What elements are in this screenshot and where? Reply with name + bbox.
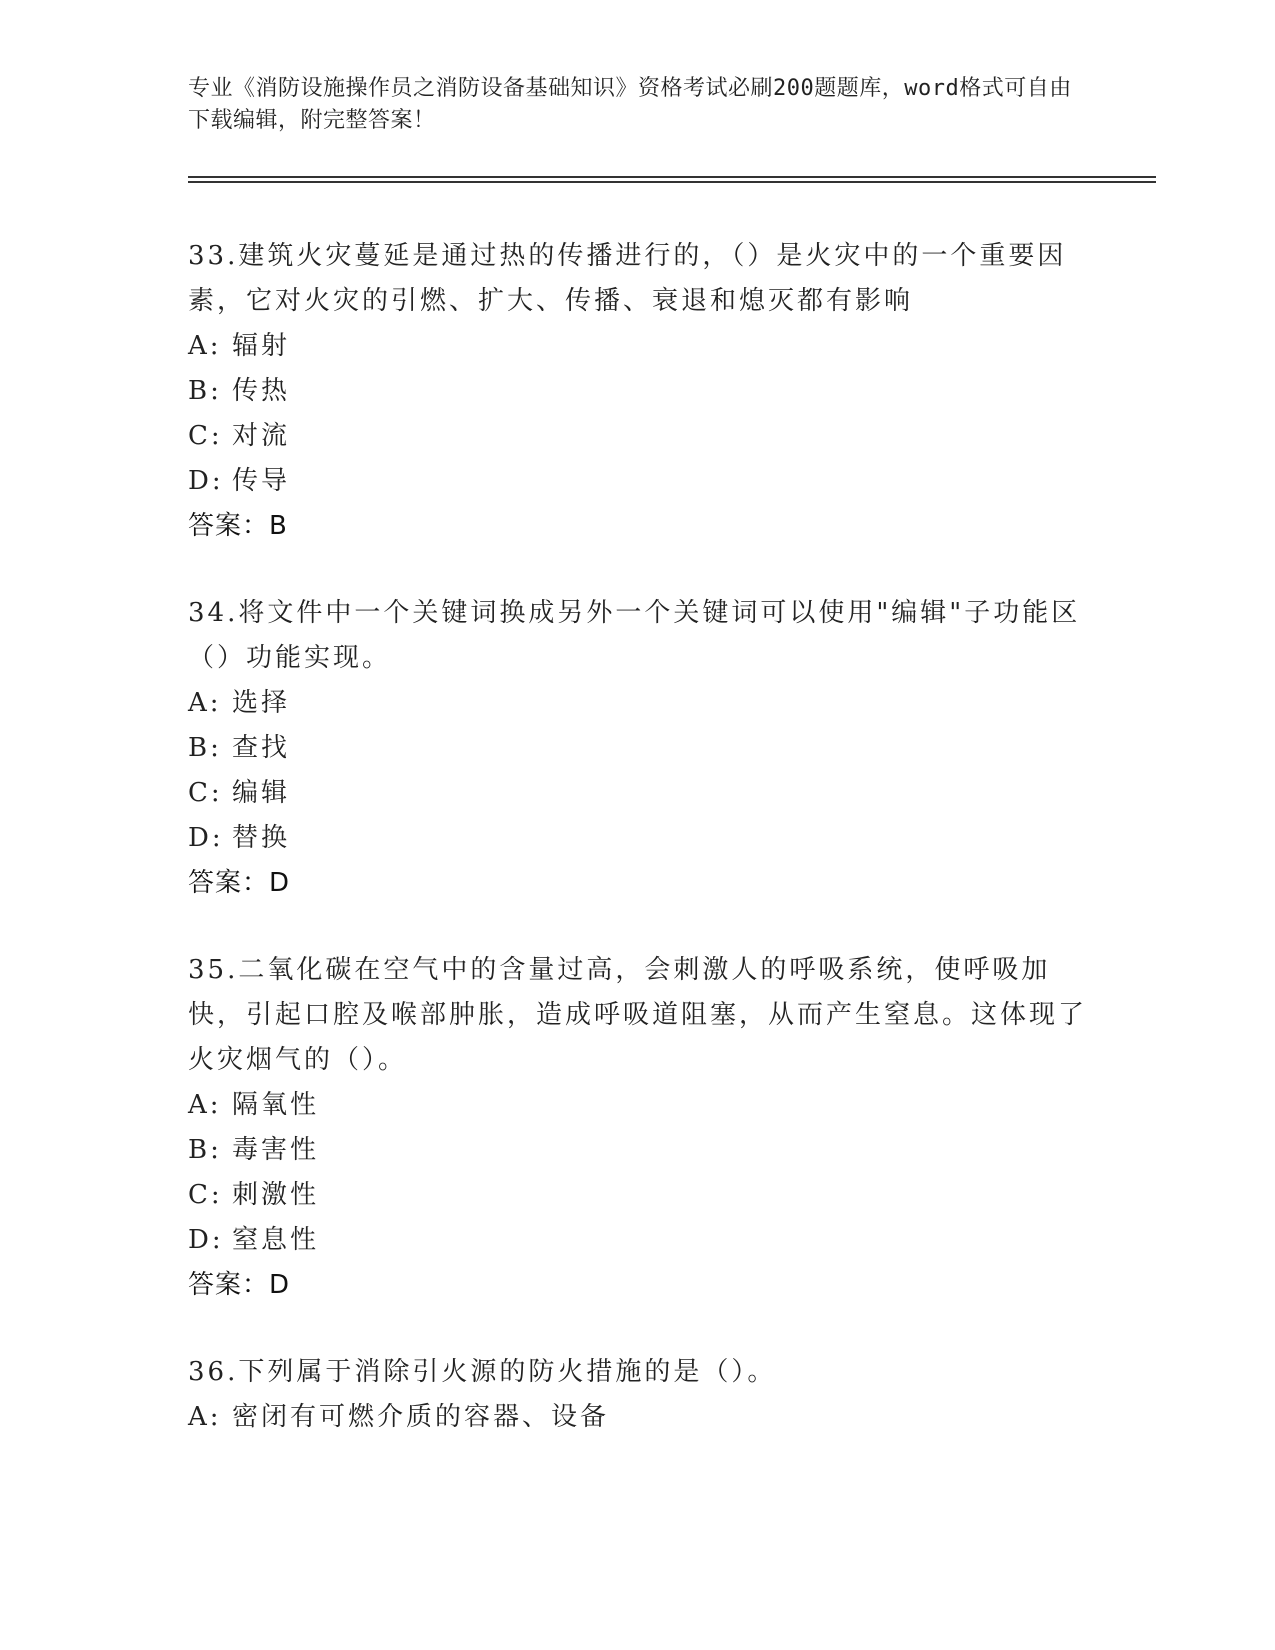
- header-rule-top: [188, 176, 1156, 178]
- option-d: [188, 1218, 1088, 1263]
- option-b: [188, 1128, 1088, 1173]
- option-key: B:: [188, 1135, 222, 1165]
- option-text: 对流: [232, 421, 291, 451]
- option-text: 替换: [232, 823, 291, 853]
- option-text: 窒息性: [232, 1225, 320, 1255]
- option-key: A:: [188, 331, 222, 361]
- option-text: 传导: [232, 466, 291, 496]
- option-a: [188, 1083, 1088, 1128]
- option-text: 传热: [232, 376, 291, 406]
- question-list: [188, 234, 1088, 1482]
- answer-line: 答案：D: [188, 1270, 291, 1300]
- option-b: [188, 369, 1088, 414]
- option-text: 刺激性: [232, 1180, 320, 1210]
- option-key: D:: [188, 466, 224, 496]
- header-rule-bottom: [188, 181, 1156, 183]
- option-c: [188, 771, 1088, 816]
- option-key: D:: [188, 1225, 224, 1255]
- option-text: 选择: [232, 688, 291, 718]
- option-key: A:: [188, 1402, 222, 1432]
- question-stem: 35.二氧化碳在空气中的含量过高，会刺激人的呼吸系统，使呼吸加快，引起口腔及喉部肿胀，造成呼吸道阻塞，从而产生窒息。这体现了火灾烟气的（）。: [188, 955, 1088, 1075]
- option-key: C:: [188, 778, 223, 808]
- option-text: 毒害性: [232, 1135, 320, 1165]
- option-key: A:: [188, 1090, 222, 1120]
- option-text: 编辑: [232, 778, 291, 808]
- question-stem: 34.将文件中一个关键词换成另外一个关键词可以使用"编辑"子功能区（）功能实现。: [188, 598, 1081, 673]
- question-35: [188, 948, 1088, 1308]
- option-text: 辐射: [232, 331, 291, 361]
- option-a: [188, 324, 1088, 369]
- question-36: [188, 1350, 1088, 1440]
- answer-line: 答案：B: [188, 511, 288, 541]
- option-key: A:: [188, 688, 222, 718]
- option-d: [188, 459, 1088, 504]
- question-34: [188, 591, 1088, 906]
- option-text: 查找: [232, 733, 291, 763]
- question-stem: 36.下列属于消除引火源的防火措施的是（）。: [188, 1357, 777, 1387]
- option-key: B:: [188, 733, 222, 763]
- option-b: [188, 726, 1088, 771]
- option-text: 密闭有可燃介质的容器、设备: [232, 1402, 610, 1432]
- question-stem: 33.建筑火灾蔓延是通过热的传播进行的，（）是火灾中的一个重要因素，它对火灾的引燃、扩大、传播、衰退和熄灭都有影响: [188, 241, 1067, 316]
- option-key: C:: [188, 421, 223, 451]
- answer-line: 答案：D: [188, 868, 291, 898]
- option-c: [188, 414, 1088, 459]
- option-c: [188, 1173, 1088, 1218]
- document-header: 专业《消防设施操作员之消防设备基础知识》资格考试必刷200题题库，word格式可自由下载编辑，附完整答案！: [188, 76, 1072, 133]
- option-key: D:: [188, 823, 224, 853]
- option-key: C:: [188, 1180, 223, 1210]
- option-text: 隔氧性: [232, 1090, 320, 1120]
- option-d: [188, 816, 1088, 861]
- option-a: [188, 1395, 1088, 1440]
- option-a: [188, 681, 1088, 726]
- question-33: [188, 234, 1088, 549]
- option-key: B:: [188, 376, 222, 406]
